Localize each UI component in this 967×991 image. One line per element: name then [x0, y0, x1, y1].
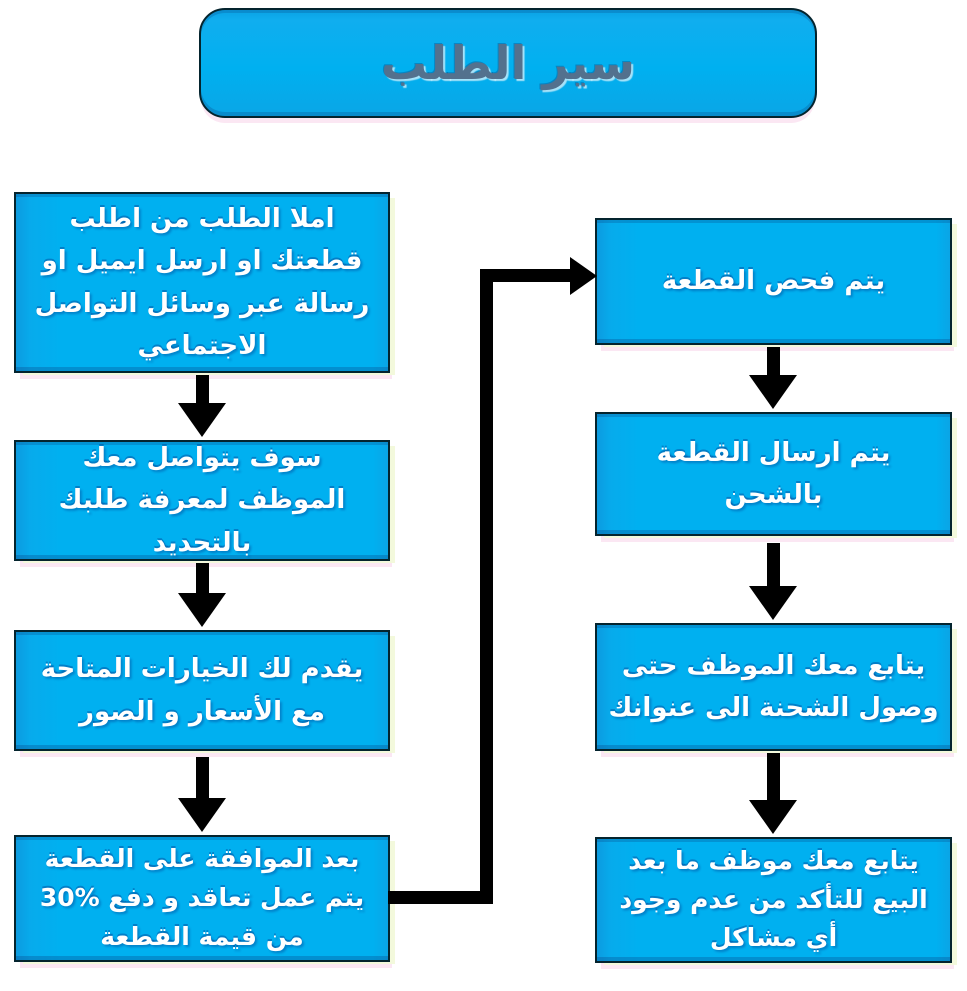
arrow-stem — [196, 375, 209, 403]
step-fill-order-label: املا الطلب من اطلب قطعتك او ارسل ايميل او رسالة عبر وسائل التواصل الاجتماعي — [34, 204, 370, 361]
step-inspection — [595, 218, 952, 345]
elbow-connector-bottom-segment — [388, 891, 490, 904]
down-arrow-icon — [749, 347, 797, 409]
step-follow-shipment — [595, 623, 952, 751]
step-shipping-label: يتم ارسال القطعة بالشحن — [656, 437, 891, 510]
step-contract-deposit — [14, 835, 390, 962]
step-after-sales — [595, 837, 952, 963]
arrow-stem — [767, 347, 780, 375]
arrow-stem — [767, 753, 780, 800]
step-shipping — [595, 412, 952, 536]
arrow-head — [178, 798, 226, 832]
down-arrow-icon — [178, 757, 226, 832]
right-arrow-head-icon — [570, 257, 597, 295]
arrow-stem — [196, 757, 209, 798]
down-arrow-icon — [178, 375, 226, 437]
arrow-stem — [196, 563, 209, 593]
step-options-prices-label: يقدم لك الخيارات المتاحة مع الأسعار و الصور — [40, 654, 364, 727]
arrow-head — [749, 586, 797, 620]
step-employee-contact — [14, 440, 390, 561]
step-options-prices — [14, 630, 390, 751]
step-employee-contact-label: سوف يتواصل معك الموظف لمعرفة طلبك بالتحديد — [58, 443, 346, 558]
down-arrow-icon — [749, 753, 797, 834]
step-fill-order — [14, 192, 390, 373]
elbow-connector-vertical-segment — [480, 269, 493, 904]
step-after-sales-label: يتابع معك موظف ما بعد البيع للتأكد من عدم وجود أي مشاكل — [619, 845, 928, 953]
arrow-stem — [767, 543, 780, 586]
arrow-head — [749, 800, 797, 834]
down-arrow-icon — [749, 543, 797, 620]
step-contract-deposit-label: بعد الموافقة على القطعة يتم عمل تعاقد و دفع %30 من قيمة القطعة — [39, 844, 365, 951]
step-inspection-label: يتم فحص القطعة — [661, 266, 886, 297]
step-follow-shipment-label: يتابع معك الموظف حتى وصول الشحنة الى عنوانك — [608, 650, 939, 723]
arrow-head — [749, 375, 797, 409]
flowchart-title-box — [199, 8, 817, 118]
down-arrow-icon — [178, 563, 226, 627]
arrow-head — [178, 403, 226, 437]
elbow-connector-top-segment — [480, 269, 573, 282]
arrow-head — [178, 593, 226, 627]
flowchart-title: سير الطلب — [381, 36, 635, 90]
